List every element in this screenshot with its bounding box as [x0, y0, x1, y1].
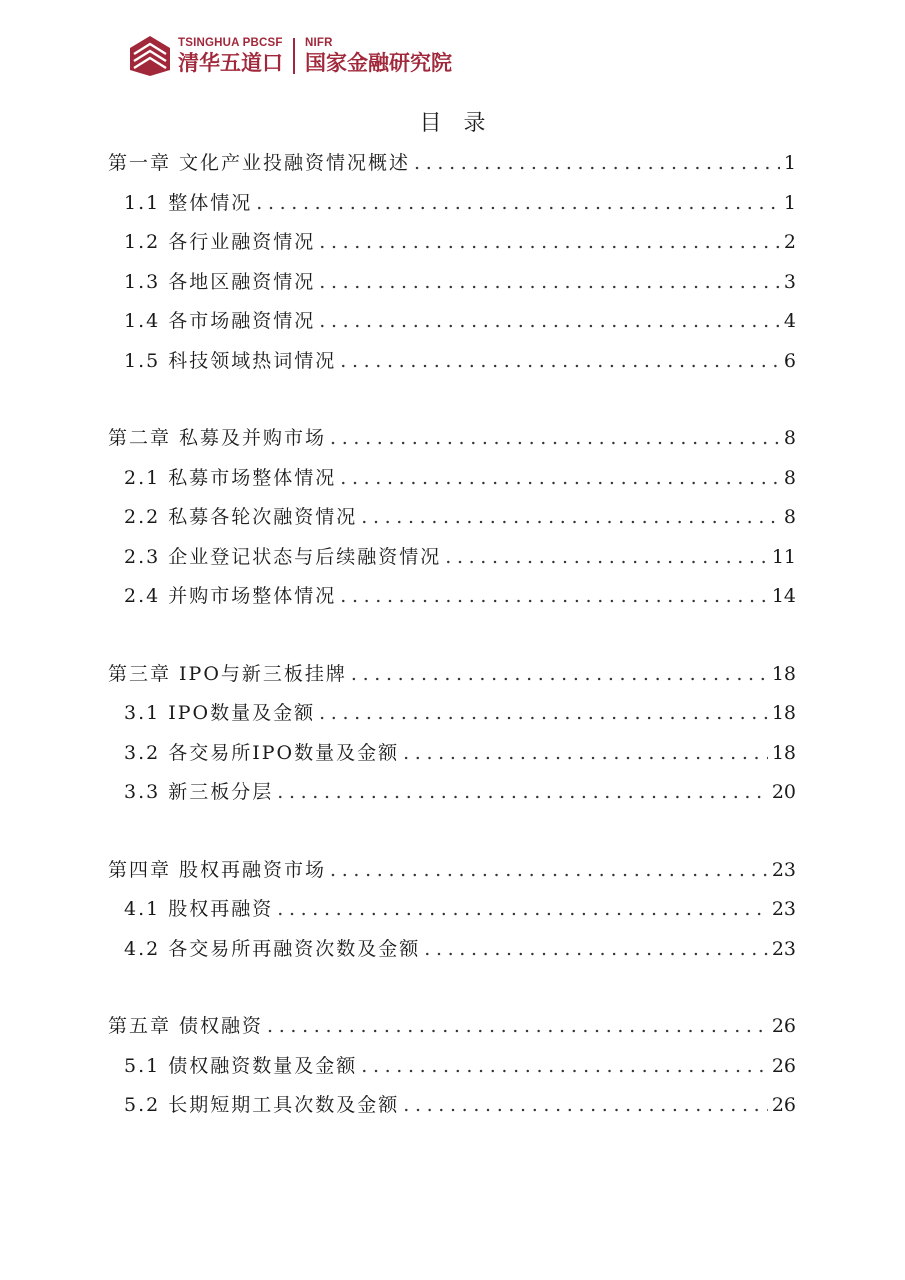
- toc-page-number: 23: [771, 898, 796, 920]
- toc-entry-label: 第四章 股权再融资市场: [108, 859, 327, 881]
- toc-section-entry[interactable]: [124, 306, 796, 336]
- nifr-chinese: 国家金融研究院: [305, 51, 452, 75]
- toc-section-entry[interactable]: [124, 581, 796, 611]
- toc-page-number: 8: [783, 427, 796, 449]
- toc-chapter-entry[interactable]: [108, 148, 796, 178]
- toc-section-entry[interactable]: [124, 542, 796, 572]
- toc-section-entry[interactable]: [124, 1051, 796, 1081]
- toc-entry-label: 4.2 各交易所再融资次数及金额: [124, 938, 421, 960]
- toc-dot-leader: [351, 659, 768, 689]
- toc-dot-leader: [319, 227, 780, 257]
- toc-page-number: 3: [783, 271, 796, 293]
- toc-page-number: 8: [783, 506, 796, 528]
- toc-dot-leader: [445, 542, 768, 572]
- toc-dot-leader: [256, 188, 780, 218]
- toc-entry-label: 3.1 IPO数量及金额: [124, 702, 316, 724]
- toc-dot-leader: [277, 777, 768, 807]
- toc-page-number: 1: [783, 152, 796, 174]
- logo-english: TSINGHUA PBCSF: [178, 37, 283, 49]
- toc-section-entry[interactable]: [124, 777, 796, 807]
- toc-page-number: 2: [783, 231, 796, 253]
- toc-entry-label: 第三章 IPO与新三板挂牌: [108, 663, 347, 685]
- toc-page-number: 18: [771, 663, 796, 685]
- toc-entry-label: 5.2 长期短期工具次数及金额: [124, 1094, 400, 1116]
- toc-title: 目录: [419, 111, 508, 136]
- toc-page-number: 6: [783, 350, 796, 372]
- toc-page-number: 18: [771, 742, 796, 764]
- toc-dot-leader: [340, 346, 780, 376]
- toc-dot-leader: [267, 1011, 768, 1041]
- logo-divider: [293, 38, 295, 74]
- tsinghua-emblem-icon: [128, 34, 172, 78]
- toc-entry-label: 2.1 私募市场整体情况: [124, 467, 337, 489]
- toc-entry-label: 3.3 新三板分层: [124, 781, 274, 803]
- toc-dot-leader: [403, 738, 768, 768]
- toc-page-number: 18: [771, 702, 796, 724]
- nifr-english: NIFR: [305, 37, 333, 49]
- toc-entry-label: 5.1 债权融资数量及金额: [124, 1055, 358, 1077]
- toc-entry-label: 1.1 整体情况: [124, 192, 253, 214]
- toc-section-entry[interactable]: [124, 934, 796, 964]
- toc-entry-label: 第二章 私募及并购市场: [108, 427, 327, 449]
- toc-section-entry[interactable]: [124, 894, 796, 924]
- toc-section-entry[interactable]: [124, 502, 796, 532]
- toc-chapter-entry[interactable]: [108, 659, 796, 689]
- toc-section-entry[interactable]: [124, 188, 796, 218]
- toc-dot-leader: [330, 855, 768, 885]
- toc-page-number: 4: [783, 310, 796, 332]
- toc-entry-label: 2.2 私募各轮次融资情况: [124, 506, 358, 528]
- toc-section-entry[interactable]: [124, 1090, 796, 1120]
- toc-page-number: 26: [771, 1055, 796, 1077]
- toc-entry-label: 1.3 各地区融资情况: [124, 271, 316, 293]
- toc-page-number: 1: [783, 192, 796, 214]
- toc-dot-leader: [319, 698, 768, 728]
- toc-page-number: 14: [771, 585, 796, 607]
- toc-entry-label: 2.3 企业登记状态与后续融资情况: [124, 546, 442, 568]
- toc-dot-leader: [361, 1051, 768, 1081]
- toc-chapter-entry[interactable]: [108, 1011, 796, 1041]
- toc-dot-leader: [340, 581, 768, 611]
- toc-entry-label: 4.1 股权再融资: [124, 898, 274, 920]
- toc-entry-label: 1.2 各行业融资情况: [124, 231, 316, 253]
- header-logo: [128, 32, 452, 80]
- toc-entry-label: 2.4 并购市场整体情况: [124, 585, 337, 607]
- toc-dot-leader: [277, 894, 768, 924]
- toc-page-number: 26: [771, 1015, 796, 1037]
- toc-section-entry[interactable]: [124, 463, 796, 493]
- toc-chapter-entry[interactable]: [108, 855, 796, 885]
- toc-section-entry[interactable]: [124, 227, 796, 257]
- toc-dot-leader: [330, 423, 780, 453]
- toc-entry-label: 1.4 各市场融资情况: [124, 310, 316, 332]
- toc-section-entry[interactable]: [124, 698, 796, 728]
- toc-page-number: 8: [783, 467, 796, 489]
- toc-page-number: 11: [771, 546, 796, 568]
- toc-page-number: 26: [771, 1094, 796, 1116]
- toc-chapter-entry[interactable]: [108, 423, 796, 453]
- toc-entry-label: 1.5 科技领域热词情况: [124, 350, 337, 372]
- tsinghua-logo-text: [178, 36, 283, 76]
- toc-page-number: 23: [771, 938, 796, 960]
- toc-section-entry[interactable]: [124, 346, 796, 376]
- toc-entry-label: 3.2 各交易所IPO数量及金额: [124, 742, 400, 764]
- nifr-logo-text: [305, 36, 452, 76]
- toc-section-entry[interactable]: [124, 738, 796, 768]
- toc-dot-leader: [319, 306, 780, 336]
- toc-dot-leader: [319, 267, 780, 297]
- toc-page-number: 20: [771, 781, 796, 803]
- toc-dot-leader: [424, 934, 768, 964]
- toc-page-number: 23: [771, 859, 796, 881]
- toc-section-entry[interactable]: [124, 267, 796, 297]
- toc-dot-leader: [403, 1090, 768, 1120]
- toc-dot-leader: [361, 502, 780, 532]
- toc-dot-leader: [414, 148, 780, 178]
- logo-chinese: 清华五道口: [178, 51, 283, 75]
- toc-entry-label: 第一章 文化产业投融资情况概述: [108, 152, 411, 174]
- toc-entry-label: 第五章 债权融资: [108, 1015, 264, 1037]
- toc-dot-leader: [340, 463, 780, 493]
